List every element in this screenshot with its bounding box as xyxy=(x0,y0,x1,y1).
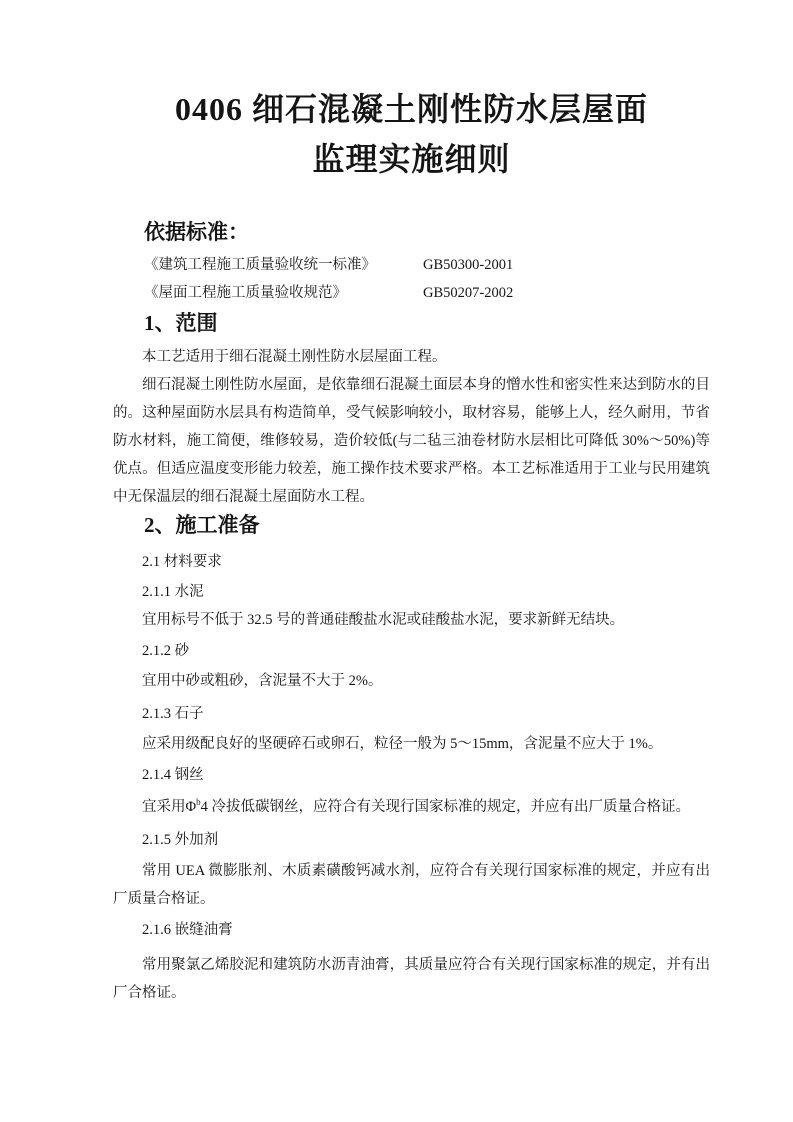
scope-paragraph-1: 本工艺适用于细石混凝土刚性防水层屋面工程。 xyxy=(142,349,447,365)
standard-name: 《建筑工程施工质量验收统一标准》 xyxy=(144,257,376,273)
superscript-b: b xyxy=(196,797,201,808)
standard-name: 《屋面工程施工质量验收规范》 xyxy=(144,285,347,301)
document-title-line-1: 0406 细石混凝土刚性防水层屋面 xyxy=(174,91,648,127)
standard-item xyxy=(113,279,710,307)
admixture-paragraph: 常用 UEA 微膨胀剂、木质素磺酸钙减水剂，应符合有关现行国家标准的规定，并应有出厂质量合格证。 xyxy=(113,863,710,907)
sealant-heading: 2.1.6 嵌缝油膏 xyxy=(142,922,233,938)
steel-wire-text-rest: 4 冷拔低碳钢丝，应符合有关现行国家标准的规定，并应有出厂质量合格证。 xyxy=(200,799,690,815)
stone-heading: 2.1.3 石子 xyxy=(142,706,204,722)
steel-wire-heading: 2.1.4 钢丝 xyxy=(142,767,204,783)
scope-paragraph-2: 细石混凝土刚性防水屋面，是依靠细石混凝土面层本身的憎水性和密实性来达到防水的目的。这种屋面防水层具有构造简单，受气候影响较小，取材容易，能够上人，经久耐用，节省防水材料，施工简便，维修较易，造价较低(与二毡三油卷材防水层相比可降低 30%～50%)等优点。但适应温度变形能力较差，施工操作技术要求严格。本工艺标准适用于工业与民用建筑中无保温层的细石混凝土屋面防水工程。 xyxy=(113,377,710,505)
stone-paragraph: 应采用级配良好的坚硬碎石或卵石，粒径一般为 5～15mm，含泥量不应大于 1%。 xyxy=(142,736,663,752)
section-2-heading: 2、施工准备 xyxy=(144,513,260,537)
standards-list xyxy=(113,251,710,307)
cement-heading: 2.1.1 水泥 xyxy=(142,584,204,600)
standard-code: GB50207-2002 xyxy=(423,285,514,301)
sand-heading: 2.1.2 砂 xyxy=(142,643,190,659)
steel-wire-paragraph xyxy=(113,793,710,821)
steel-wire-text-prefix: 宜采用Φ xyxy=(142,799,197,815)
sealant-paragraph: 常用聚氯乙烯胶泥和建筑防水沥青油膏，其质量应符合有关现行国家标准的规定，并有出厂合格证。 xyxy=(113,957,710,1001)
sand-paragraph: 宜用中砂或粗砂，含泥量不大于 2%。 xyxy=(142,673,383,689)
admixture-heading: 2.1.5 外加剂 xyxy=(142,832,219,848)
document-title xyxy=(113,84,710,184)
section-1-heading: 1、范围 xyxy=(144,311,218,335)
standard-code: GB50300-2001 xyxy=(423,257,514,273)
standard-item xyxy=(113,251,710,279)
standards-heading: 依据标准： xyxy=(144,220,249,244)
cement-paragraph: 宜用标号不低于 32.5 号的普通硅酸盐水泥或硅酸盐水泥，要求新鲜无结块。 xyxy=(142,612,625,628)
document-title-line-2: 监理实施细则 xyxy=(312,141,511,177)
material-requirements-heading: 2.1 材料要求 xyxy=(142,554,222,570)
